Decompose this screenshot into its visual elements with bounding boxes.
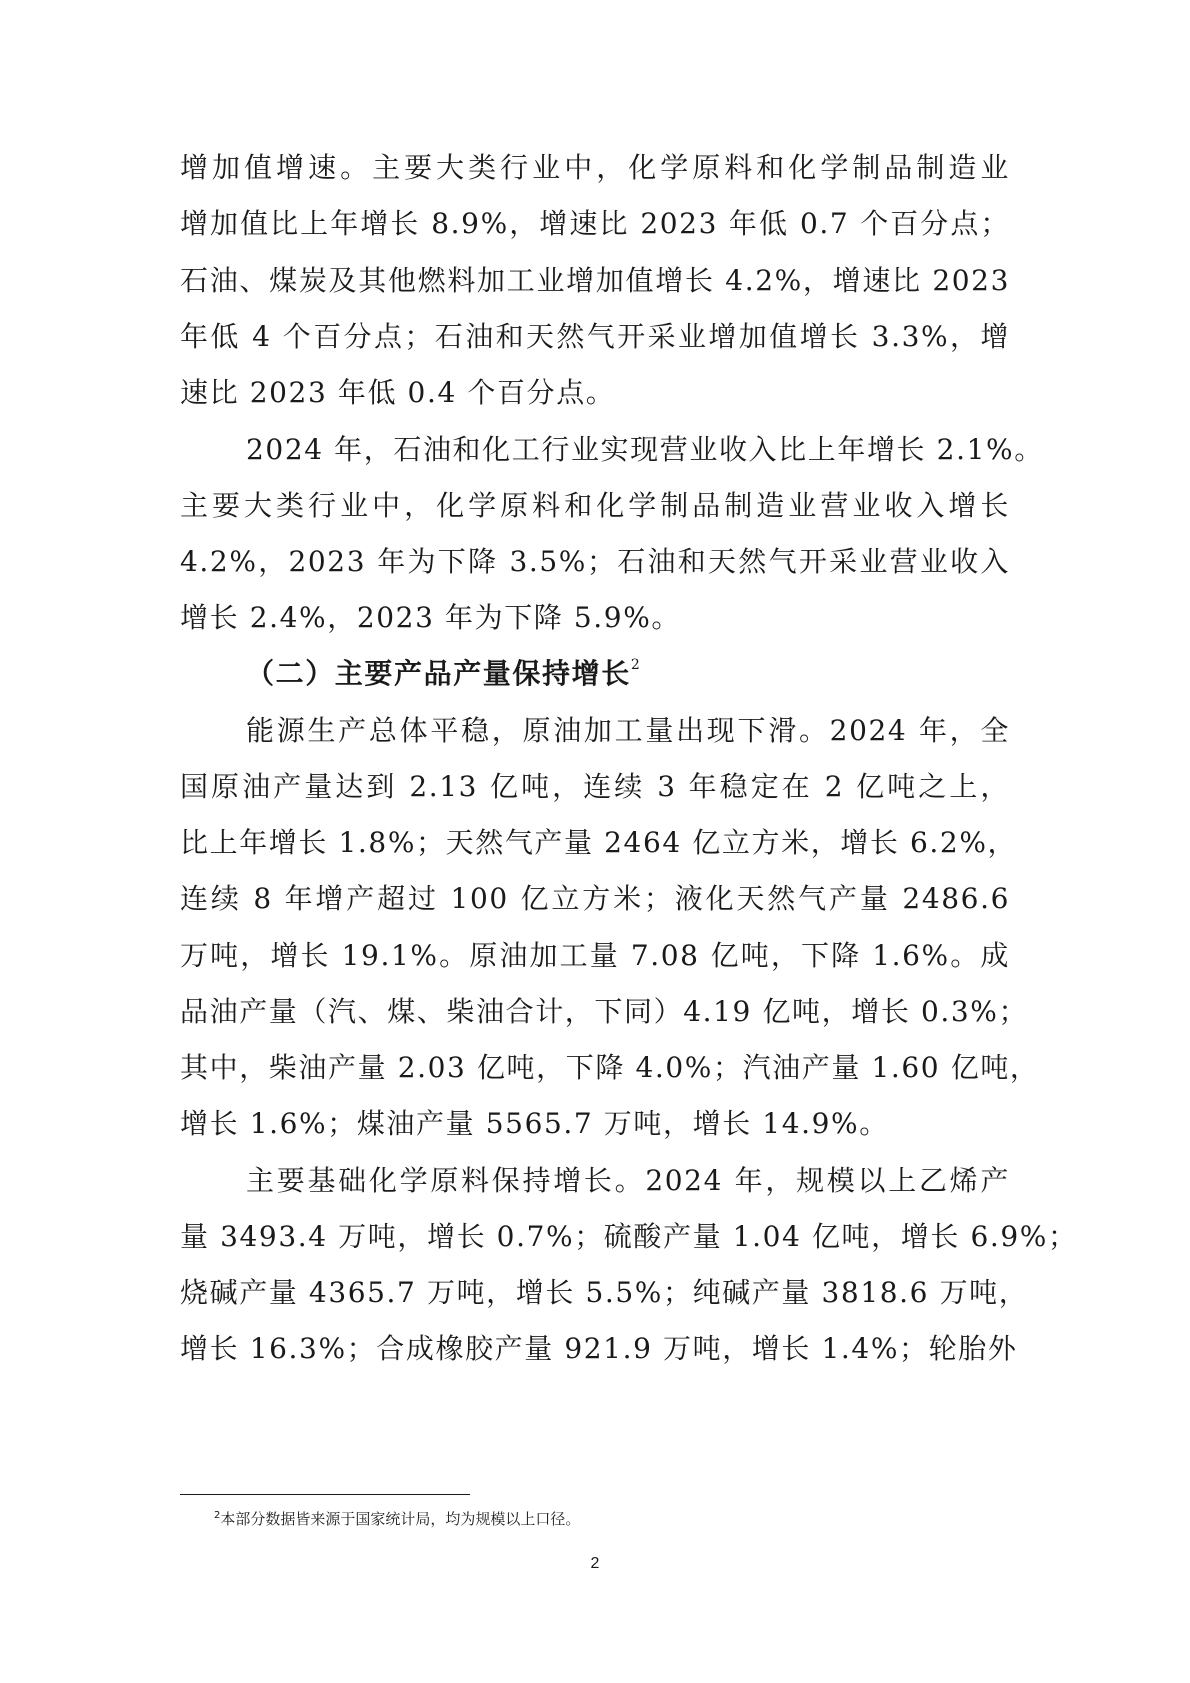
body-line: 连续 8 年增产超过 100 亿立方米；液化天然气产量 2486.6 [180,882,1010,915]
body-line: 比上年增长 1.8%；天然气产量 2464 亿立方米，增长 6.2%， [180,826,1018,859]
body-line: 增加值增速。主要大类行业中，化学原料和化学制品制造业 [180,151,1010,184]
body-line: 2024 年，石油和化工行业实现营业收入比上年增长 2.1%。 [246,433,1044,466]
body-line: 速比 2023 年低 0.4 个百分点。 [180,376,616,409]
body-line: 国原油产量达到 2.13 亿吨，连续 3 年稳定在 2 亿吨之上， [180,770,1010,803]
body-line: 4.2%，2023 年为下降 3.5%；石油和天然气开采业营业收入 [180,545,1010,578]
footnote-mark: 2 [214,1510,221,1521]
body-line: 万吨，增长 19.1%。原油加工量 7.08 亿吨，下降 1.6%。成 [180,939,1010,972]
body-line: 主要大类行业中，化学原料和化学制品制造业营业收入增长 [180,489,1010,522]
body-line: 量 3493.4 万吨，增长 0.7%；硫酸产量 1.04 亿吨，增长 6.9%； [180,1220,1078,1253]
body-line: 年低 4 个百分点；石油和天然气开采业增加值增长 3.3%，增 [180,320,1010,353]
body-line: 其中，柴油产量 2.03 亿吨，下降 4.0%；汽油产量 1.60 亿吨， [180,1051,1040,1084]
footnote-reference: 2 [630,657,642,673]
page-number: 2 [590,1555,600,1572]
section-heading-text: （二）主要产品产量保持增长 [246,657,631,690]
footnote-separator [180,1494,470,1495]
body-line: 增加值比上年增长 8.9%，增速比 2023 年低 0.7 个百分点； [180,207,1010,240]
body-line: 增长 2.4%，2023 年为下降 5.9%。 [180,601,682,634]
footnote-text: 本部分数据皆来源于国家统计局，均为规模以上口径。 [220,1510,581,1528]
section-heading [246,657,641,691]
body-line: 品油产量（汽、煤、柴油合计，下同）4.19 亿吨，增长 0.3%； [180,995,1029,1028]
body-line: 烧碱产量 4365.7 万吨，增长 5.5%；纯碱产量 3818.6 万吨， [180,1276,1029,1309]
body-line: 增长 1.6%；煤油产量 5565.7 万吨，增长 14.9%。 [180,1107,889,1140]
body-line: 能源生产总体平稳，原油加工量出现下滑。2024 年，全 [246,714,1010,747]
footnote [214,1509,580,1529]
body-line: 增长 16.3%；合成橡胶产量 921.9 万吨，增长 1.4%；轮胎外 [180,1332,1018,1365]
body-line: 石油、煤炭及其他燃料加工业增加值增长 4.2%，增速比 2023 [180,264,1010,297]
body-line: 主要基础化学原料保持增长。2024 年，规模以上乙烯产 [246,1164,1010,1197]
